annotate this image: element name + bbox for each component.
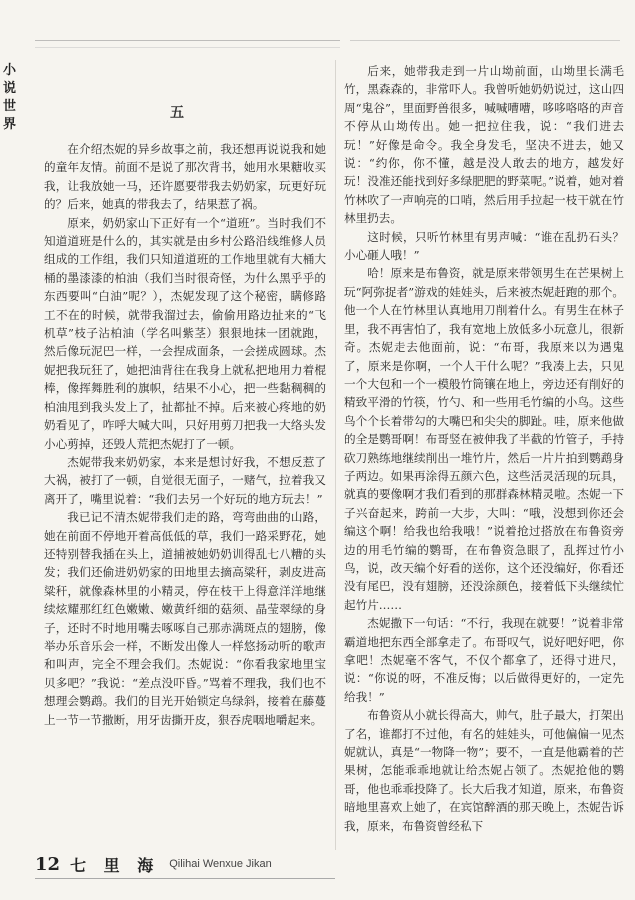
paragraph: 在介绍杰妮的异乡故事之前，我还想再说说我和她的童年友情。前面不是说了那次背书，她用水果糖收买我，让我放她一马，还许愿要带我去奶奶家，玩更好玩的？后来，她真的带我去了，结果惹了祸。 <box>44 142 326 212</box>
column-divider <box>335 60 336 850</box>
section-tag-char: 界 <box>3 117 17 132</box>
paragraph: 原来，奶奶家山下正好有一个“道班”。当时我们不知道道班是什么的，其实就是由乡村公路沿线维修人员组成的工作组，我们只知道道班的工作地里就有大桶大桶的墨漆漆的柏油（我们当时很奇怪，为什么黑乎乎的东西要叫“白油”呢？），杰妮发现了这个秘密，瞒修路工不在的时候，就带我溜过去，偷偷用路边扯来的“飞机草”枝子沾柏油（学名叫紫茎）狠狠地抹一团就跑，然后像玩泥巴一样，一会捏成面条，一会搓成圆球。杰妮把我玩狂了，她把油背往在我身上就私把地用力着棍棒，像挥舞胜利的旗帜，结果不小心，把一些黏稠稠的柏油甩到我头发上了，扯都扯不掉。后来被心疼地的奶奶看见了，咋呼大喊大叫，只好用剪刀把我一大络头发小心剪掉，还毁人荒把杰妮打了一顿。 <box>44 215 326 451</box>
footer-rule <box>35 878 335 879</box>
chapter-title: 五 <box>170 105 184 121</box>
section-tag-char: 世 <box>3 99 17 114</box>
paragraph: 我已记不清杰妮带我们走的路，弯弯曲曲的山路，她在前面不停地开着高低低的草，我们一路采野花，她还特别替我插在头上，道捕被她奶奶训得乱七八糟的头发；我们还偷进奶奶家的田地里去摘高粱秆，剥皮进高粱秆，就像森林里的小精灵，停在枝干上得意洋洋地继续炫耀那红红色嫩嫩、嫩黄纤细的菇须、晶莹翠绿的身子，还时不时地用嘴去啄啄自己那赤满斑点的翅膀，像举办乐音乐会一样，不断发出像人一样悠扬动听的歌声和叫声，完全不理会我们。杰妮说：“你看我家地里宝贝多吧？”我说：“差点没吓昏。”骂着不理我，我们也不想理会鹦鹉。我们的目光开始锁定乌绿斜，接着在藤蔓上一节一节撒断，用牙齿撕开皮，狠吞虎咽地嚼起来。 <box>44 510 326 727</box>
section-tag-char: 小 <box>3 63 17 78</box>
magazine-name: 七 里 海 <box>70 855 160 875</box>
paragraph: 这时候，只听竹林里有男声喊：“谁在乱扔石头？小心砸人哦！” <box>344 229 624 263</box>
section-tag <box>3 62 17 134</box>
paragraph: 布鲁资从小就长得高大，帅气，肚子最大，打架出了名，谁都打不过他，有名的娃娃头，可他偏偏一见杰妮就认，真是“一物降一物”；要不，一直是他霸着的芒果树，怎能乖乖地就让给杰妮占领了。杰妮抢他的鹦哥，他也乖乖投降了。长大后我才知道，原来，布鲁资暗地里喜欢上她了，在宾馆醉酒的那天晚上，杰妮告诉我，原来，布鲁资曾经私下 <box>344 708 624 833</box>
paragraph: 杰妮撒下一句话：“不行，我现在就要！”说着非常霸道地把东西全部拿走了。布哥叹气，说好吧好吧，你拿吧！杰妮毫不客气，不仅个都拿了，还得寸进尺，说：“你说的呀，不准反悔；以后做得更好的，一定先给我！” <box>344 616 624 704</box>
page-number: 12 <box>35 853 61 875</box>
magazine-name-latin: Qilihai Wenxue Jikan <box>169 858 272 870</box>
paragraph: 哈！原来是布鲁资，就是原来带领男生在芒果树上玩“阿弥捉者”游戏的娃娃头，后来被杰妮赶跑的那个。他一个人在竹林里认真地用刀削着什么。有男生在林子里，我不再害怕了，我有宽地上放低多小玩意儿，很新奇。杰妮走去他面前，说：“布哥，我原来以为遇鬼了，原来是你啊，一个人干什么呢？”我凑上去，只见一个大包和一个一模般竹筒镶在地上，旁边还有削好的精致平滑的竹筷，竹勺、和一些用毛竹编的小鸟。这些鸟个个长着带勾的大嘴巴和尖尖的脚趾。哇，原来他做的全是鹦哥啊！布哥竖在被伸我了半截的竹管子，手持砍刀熟练地继续削出一堆竹片，然后一片片拍到鹦鹉身子两边。如果再涂得五颜六色，这些活灵活现的玩具，就真的要像啊才我们看到的那群森林精灵啦。杰妮一下子兴奋起来，跨前一大步，大叫：“哦，没想到你还会编这个啊！给我也给我哦！”说着抢过搭放在布鲁资旁边的用毛竹编的鹦哥，在布鲁资急眼了，乱挥过竹小鸟，说，改天编个好看的送你，这个还没编好，你看还没有尾巴，没有翅膀，还没涂颜色，接着低下头继续忙起竹片…… <box>344 266 624 612</box>
header-rule-right <box>350 40 620 47</box>
right-column <box>344 62 624 835</box>
page-footer <box>35 852 272 876</box>
paragraph: 杰妮带我来奶奶家，本来是想讨好我，不想反惹了大祸，被打了一顿，自觉很无面子，一赌气，拉着我又离开了，嘴里说着：“我们去另一个好玩的地方玩去！” <box>44 454 326 506</box>
left-column <box>44 140 326 729</box>
paragraph: 后来，她带我走到一片山坳前面，山坳里长满毛竹，黑森森的，非常吓人。我曾听她奶奶说过，这山四周“鬼谷”，里面野兽很多，喊喊嘈嘈，哆哆咯咯的声音不停从山坳传出。她一把拉住我，说：“我们进去玩！”好像是命令。我全身发毛，坚决不进去，她又说：“约你，你不懂，越是没人敢去的地方，越发好玩！没准还能找到好多绿肥肥的野菜呢。”说着，她对着竹林吹了一声响亮的口哨，然后用手拉起一枝干就在竹林里扔去。 <box>344 64 624 226</box>
header-rule-left <box>35 40 340 48</box>
section-tag-char: 说 <box>3 81 17 96</box>
